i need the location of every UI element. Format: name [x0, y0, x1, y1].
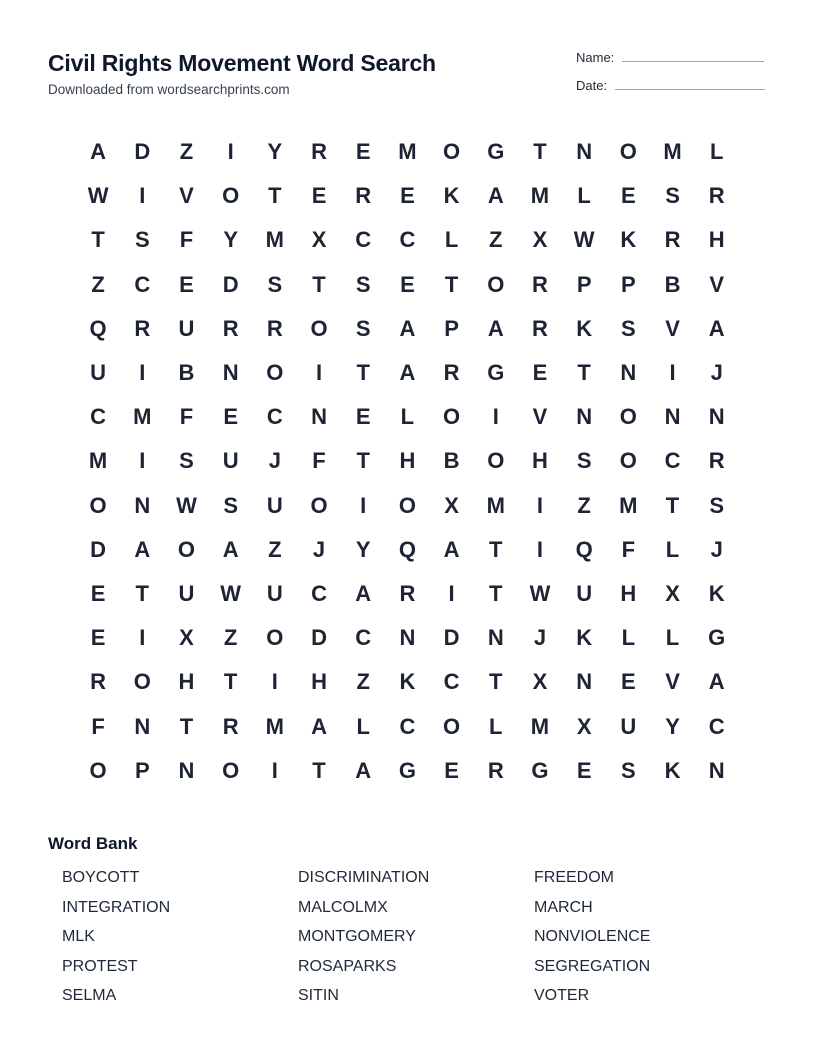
grid-cell: N	[576, 139, 593, 165]
word-bank-item: SITIN	[298, 987, 339, 1004]
grid-cell: I	[536, 492, 544, 518]
grid-cell: A	[708, 669, 725, 695]
grid-cell: R	[311, 139, 327, 165]
grid-cell: R	[708, 183, 725, 209]
grid-cell: S	[665, 183, 680, 209]
grid-cell: E	[179, 271, 194, 297]
grid-cell: A	[90, 139, 107, 165]
grid-cell: O	[310, 315, 328, 341]
grid-cell: E	[576, 757, 592, 783]
grid-cell: L	[665, 536, 680, 562]
grid-cell: B	[443, 448, 460, 474]
grid-cell: I	[271, 757, 278, 783]
grid-cell: A	[487, 315, 504, 341]
grid-cell: T	[223, 669, 238, 695]
grid-cell: Q	[575, 536, 593, 562]
grid-cell: M	[265, 713, 284, 739]
grid-cell: Z	[268, 536, 282, 562]
grid-cell: U	[576, 580, 593, 606]
grid-cell: O	[222, 183, 240, 209]
grid-cell: I	[139, 625, 146, 651]
grid-cell: J	[710, 536, 723, 562]
grid-cell: H	[620, 580, 637, 606]
grid-cell: S	[709, 492, 725, 518]
word-bank-item: MONTGOMERY	[298, 928, 416, 945]
grid-cell: J	[710, 360, 723, 386]
grid-cell: O	[177, 536, 196, 562]
grid-cell: A	[355, 757, 372, 783]
grid-cell: O	[619, 139, 637, 165]
grid-cell: K	[576, 315, 593, 341]
word-bank-item: NONVIOLENCE	[534, 928, 651, 945]
grid-cell: S	[179, 448, 194, 474]
grid-cell: O	[487, 448, 505, 474]
grid-cell: S	[621, 315, 636, 341]
grid-cell: L	[577, 183, 591, 209]
grid-cell: O	[443, 139, 461, 165]
word-bank-item: INTEGRATION	[62, 898, 171, 916]
grid-cell: U	[620, 713, 637, 739]
word-bank-item: VOTER	[534, 987, 590, 1004]
grid-cell: M	[398, 139, 417, 165]
grid-cell: C	[355, 625, 372, 651]
grid-cell: Q	[89, 315, 107, 341]
grid-cell: H	[311, 669, 327, 695]
grid-cell: T	[135, 580, 149, 606]
word-bank-item: SEGREGATION	[534, 957, 651, 975]
grid-cell: M	[619, 492, 638, 518]
grid-cell: X	[179, 625, 194, 651]
grid-cell: O	[222, 757, 240, 783]
grid-cell: O	[443, 713, 461, 739]
grid-cell: P	[621, 271, 636, 297]
grid-cell: H	[399, 448, 416, 474]
grid-cell: E	[90, 580, 106, 606]
grid-cell: P	[444, 315, 459, 341]
grid-cell: X	[532, 227, 548, 253]
grid-cell: N	[134, 492, 151, 518]
grid-cell: C	[708, 713, 725, 739]
grid-cell: Z	[179, 139, 194, 165]
grid-cell: A	[399, 360, 416, 386]
grid-cell: T	[665, 492, 680, 518]
grid-cell: N	[222, 360, 239, 386]
grid-cell: F	[179, 404, 194, 430]
grid-cell: M	[88, 448, 108, 474]
grid-cell: W	[176, 492, 197, 518]
grid-cell: R	[487, 757, 504, 783]
grid-cell: E	[444, 757, 459, 783]
grid-cell: U	[178, 580, 195, 606]
word-bank-item: ROSAPARKS	[298, 957, 397, 975]
grid-cell: D	[311, 625, 327, 651]
grid-cell: I	[492, 404, 499, 430]
grid-cell: D	[90, 536, 107, 562]
date-line	[615, 89, 765, 90]
grid-cell: L	[621, 625, 636, 651]
grid-cell: V	[665, 315, 680, 341]
grid-cell: N	[576, 404, 593, 430]
grid-cell: O	[398, 492, 416, 518]
grid-cell: C	[399, 713, 416, 739]
grid-cell: S	[267, 271, 283, 297]
grid-cell: C	[134, 271, 151, 297]
grid-cell: Z	[223, 625, 238, 651]
grid-cell: R	[266, 315, 283, 341]
grid-cell: U	[90, 360, 107, 386]
grid-cell: I	[139, 448, 146, 474]
grid-cell: U	[266, 492, 283, 518]
grid-cell: I	[315, 360, 323, 386]
grid-cell: O	[619, 448, 637, 474]
grid-cell: Z	[356, 669, 370, 695]
grid-cell: V	[665, 669, 680, 695]
grid-cell: H	[532, 448, 548, 474]
grid-cell: M	[265, 227, 284, 253]
grid-cell: T	[312, 757, 326, 783]
word-bank-item: PROTEST	[62, 957, 138, 975]
grid-cell: T	[179, 713, 194, 739]
grid-cell: R	[708, 448, 725, 474]
grid-cell: G	[487, 360, 505, 386]
grid-cell: T	[312, 271, 326, 297]
grid-cell: K	[664, 757, 681, 783]
grid-cell: A	[708, 315, 725, 341]
name-field	[576, 50, 764, 65]
grid-cell: I	[448, 580, 455, 606]
grid-cell: C	[266, 404, 283, 430]
grid-cell: X	[576, 713, 592, 739]
grid-cell: T	[489, 669, 503, 695]
grid-cell: Q	[398, 536, 416, 562]
grid-cell: R	[532, 315, 548, 341]
grid-cell: A	[487, 183, 504, 209]
grid-cell: E	[90, 625, 106, 651]
grid-cell: C	[90, 404, 107, 430]
grid-cell: I	[536, 536, 544, 562]
grid-cell: V	[179, 183, 194, 209]
grid-cell: O	[89, 492, 107, 518]
grid-cell: J	[533, 625, 547, 651]
grid-cell: K	[443, 183, 460, 209]
grid-cell: S	[355, 315, 371, 341]
grid-cell: N	[664, 404, 681, 430]
grid-cell: S	[223, 492, 238, 518]
grid-cell: I	[139, 360, 146, 386]
grid-cell: K	[708, 580, 725, 606]
word-bank-item: BOYCOTT	[62, 869, 140, 886]
grid-cell: N	[708, 757, 725, 783]
grid-cell: N	[399, 625, 416, 651]
grid-cell: B	[664, 271, 681, 297]
grid-cell: N	[620, 360, 637, 386]
grid-cell: A	[399, 315, 416, 341]
word-bank-item: DISCRIMINATION	[298, 869, 430, 886]
grid-cell: T	[444, 271, 459, 297]
grid-cell: W	[220, 580, 242, 606]
grid-cell: R	[90, 669, 107, 695]
grid-cell: I	[139, 183, 146, 209]
grid-cell: E	[223, 404, 238, 430]
grid-cell: G	[487, 139, 505, 165]
grid-cell: E	[532, 360, 548, 386]
grid-cell: T	[489, 536, 503, 562]
grid-cell: K	[620, 227, 637, 253]
grid-cell: F	[621, 536, 636, 562]
date-label: Date:	[576, 78, 608, 93]
grid-cell: X	[665, 580, 680, 606]
grid-cell: T	[489, 580, 503, 606]
grid-cell: A	[443, 536, 460, 562]
grid-cell: P	[576, 271, 592, 297]
grid-cell: G	[531, 757, 549, 783]
grid-cell: R	[134, 315, 151, 341]
grid-cell: R	[532, 271, 548, 297]
grid-cell: L	[444, 227, 459, 253]
grid-cell: I	[360, 492, 367, 518]
grid-cell: W	[529, 580, 551, 606]
grid-cell: G	[398, 757, 416, 783]
grid-cell: H	[708, 227, 725, 253]
grid-cell: R	[222, 713, 239, 739]
grid-cell: E	[400, 271, 415, 297]
grid-cell: Z	[577, 492, 591, 518]
grid-cell: C	[443, 669, 460, 695]
grid-cell: N	[576, 669, 593, 695]
grid-cell: L	[356, 713, 370, 739]
grid-cell: K	[576, 625, 593, 651]
grid-cell: T	[91, 227, 105, 253]
grid-cell: T	[577, 360, 591, 386]
grid-cell: B	[178, 360, 195, 386]
grid-cell: M	[530, 713, 550, 739]
word-bank-title: Word Bank	[48, 834, 138, 853]
grid-cell: C	[664, 448, 681, 474]
grid-cell: S	[355, 271, 371, 297]
grid-cell: T	[268, 183, 282, 209]
grid-cell: P	[134, 757, 150, 783]
date-field	[576, 78, 765, 93]
grid-cell: T	[356, 360, 370, 386]
word-bank-item: MARCH	[534, 898, 593, 916]
grid-cell: X	[444, 492, 459, 518]
grid-cell: H	[178, 669, 195, 695]
grid-cell: J	[268, 448, 281, 474]
grid-cell: E	[621, 183, 636, 209]
grid-cell: U	[222, 448, 239, 474]
grid-cell: E	[355, 404, 371, 430]
grid-cell: V	[532, 404, 548, 430]
grid-cell: E	[621, 669, 636, 695]
name-label: Name:	[576, 50, 615, 65]
grid-cell: O	[133, 669, 151, 695]
grid-cell: W	[87, 183, 109, 209]
grid-cell: T	[356, 448, 370, 474]
grid-cell: O	[619, 404, 637, 430]
grid-cell: O	[443, 404, 461, 430]
grid-cell: V	[709, 271, 725, 297]
grid-cell: R	[443, 360, 460, 386]
grid-cell: W	[573, 227, 595, 253]
grid-cell: Y	[223, 227, 238, 253]
grid-cell: C	[399, 227, 416, 253]
grid-cell: D	[443, 625, 460, 651]
grid-cell: T	[533, 139, 547, 165]
grid-cell: N	[178, 757, 195, 783]
grid-cell: N	[311, 404, 327, 430]
grid-cell: L	[400, 404, 415, 430]
grid-cell: E	[400, 183, 415, 209]
name-line	[622, 61, 764, 62]
grid-cell: M	[663, 139, 682, 165]
grid-cell: U	[178, 315, 195, 341]
grid-cell: D	[222, 271, 239, 297]
grid-cell: F	[179, 227, 194, 253]
grid-cell: C	[311, 580, 327, 606]
grid-cell: M	[486, 492, 505, 518]
grid-cell: L	[709, 139, 724, 165]
grid-cell: Z	[91, 271, 105, 297]
grid-cell: A	[222, 536, 239, 562]
grid-cell: L	[665, 625, 680, 651]
grid-cell: U	[266, 580, 283, 606]
grid-cell: I	[271, 669, 278, 695]
grid-cell: M	[530, 183, 550, 209]
grid-cell: O	[310, 492, 328, 518]
grid-cell: C	[355, 227, 372, 253]
grid-cell: S	[576, 448, 592, 474]
grid-cell: R	[355, 183, 372, 209]
word-bank	[62, 869, 770, 1017]
grid-cell: I	[669, 360, 676, 386]
grid-cell: O	[89, 757, 107, 783]
grid-cell: N	[708, 404, 725, 430]
grid-cell: S	[134, 227, 150, 253]
grid-cell: M	[133, 404, 152, 430]
grid-cell: Y	[355, 536, 371, 562]
grid-cell: D	[134, 139, 151, 165]
word-bank-item: SELMA	[62, 987, 117, 1004]
grid-cell: Y	[665, 713, 680, 739]
grid-cell: F	[312, 448, 326, 474]
grid-cell: I	[227, 139, 234, 165]
grid-cell: N	[134, 713, 151, 739]
grid-cell: X	[532, 669, 548, 695]
page-title: Civil Rights Movement Word Search	[48, 50, 436, 76]
grid-cell: E	[355, 139, 371, 165]
grid-cell: Y	[267, 139, 283, 165]
grid-cell: A	[134, 536, 151, 562]
grid-cell: F	[91, 713, 105, 739]
letter-grid	[76, 130, 739, 793]
word-bank-item: MALCOLMX	[298, 898, 388, 916]
grid-cell: O	[266, 625, 284, 651]
grid-cell: J	[312, 536, 326, 562]
grid-cell: X	[311, 227, 327, 253]
grid-cell: S	[621, 757, 636, 783]
source-subtitle: Downloaded from wordsearchprints.com	[48, 82, 290, 97]
grid-cell: R	[399, 580, 416, 606]
grid-cell: O	[487, 271, 505, 297]
grid-cell: E	[311, 183, 327, 209]
grid-cell: G	[708, 625, 726, 651]
grid-cell: Z	[489, 227, 503, 253]
grid-cell: K	[399, 669, 416, 695]
grid-cell: A	[311, 713, 327, 739]
word-bank-item: MLK	[62, 928, 95, 945]
grid-cell: R	[664, 227, 681, 253]
grid-cell: L	[489, 713, 503, 739]
grid-cell: O	[266, 360, 284, 386]
grid-cell: N	[487, 625, 504, 651]
word-bank-item: FREEDOM	[534, 869, 614, 886]
grid-cell: A	[355, 580, 372, 606]
grid-cell: R	[222, 315, 239, 341]
